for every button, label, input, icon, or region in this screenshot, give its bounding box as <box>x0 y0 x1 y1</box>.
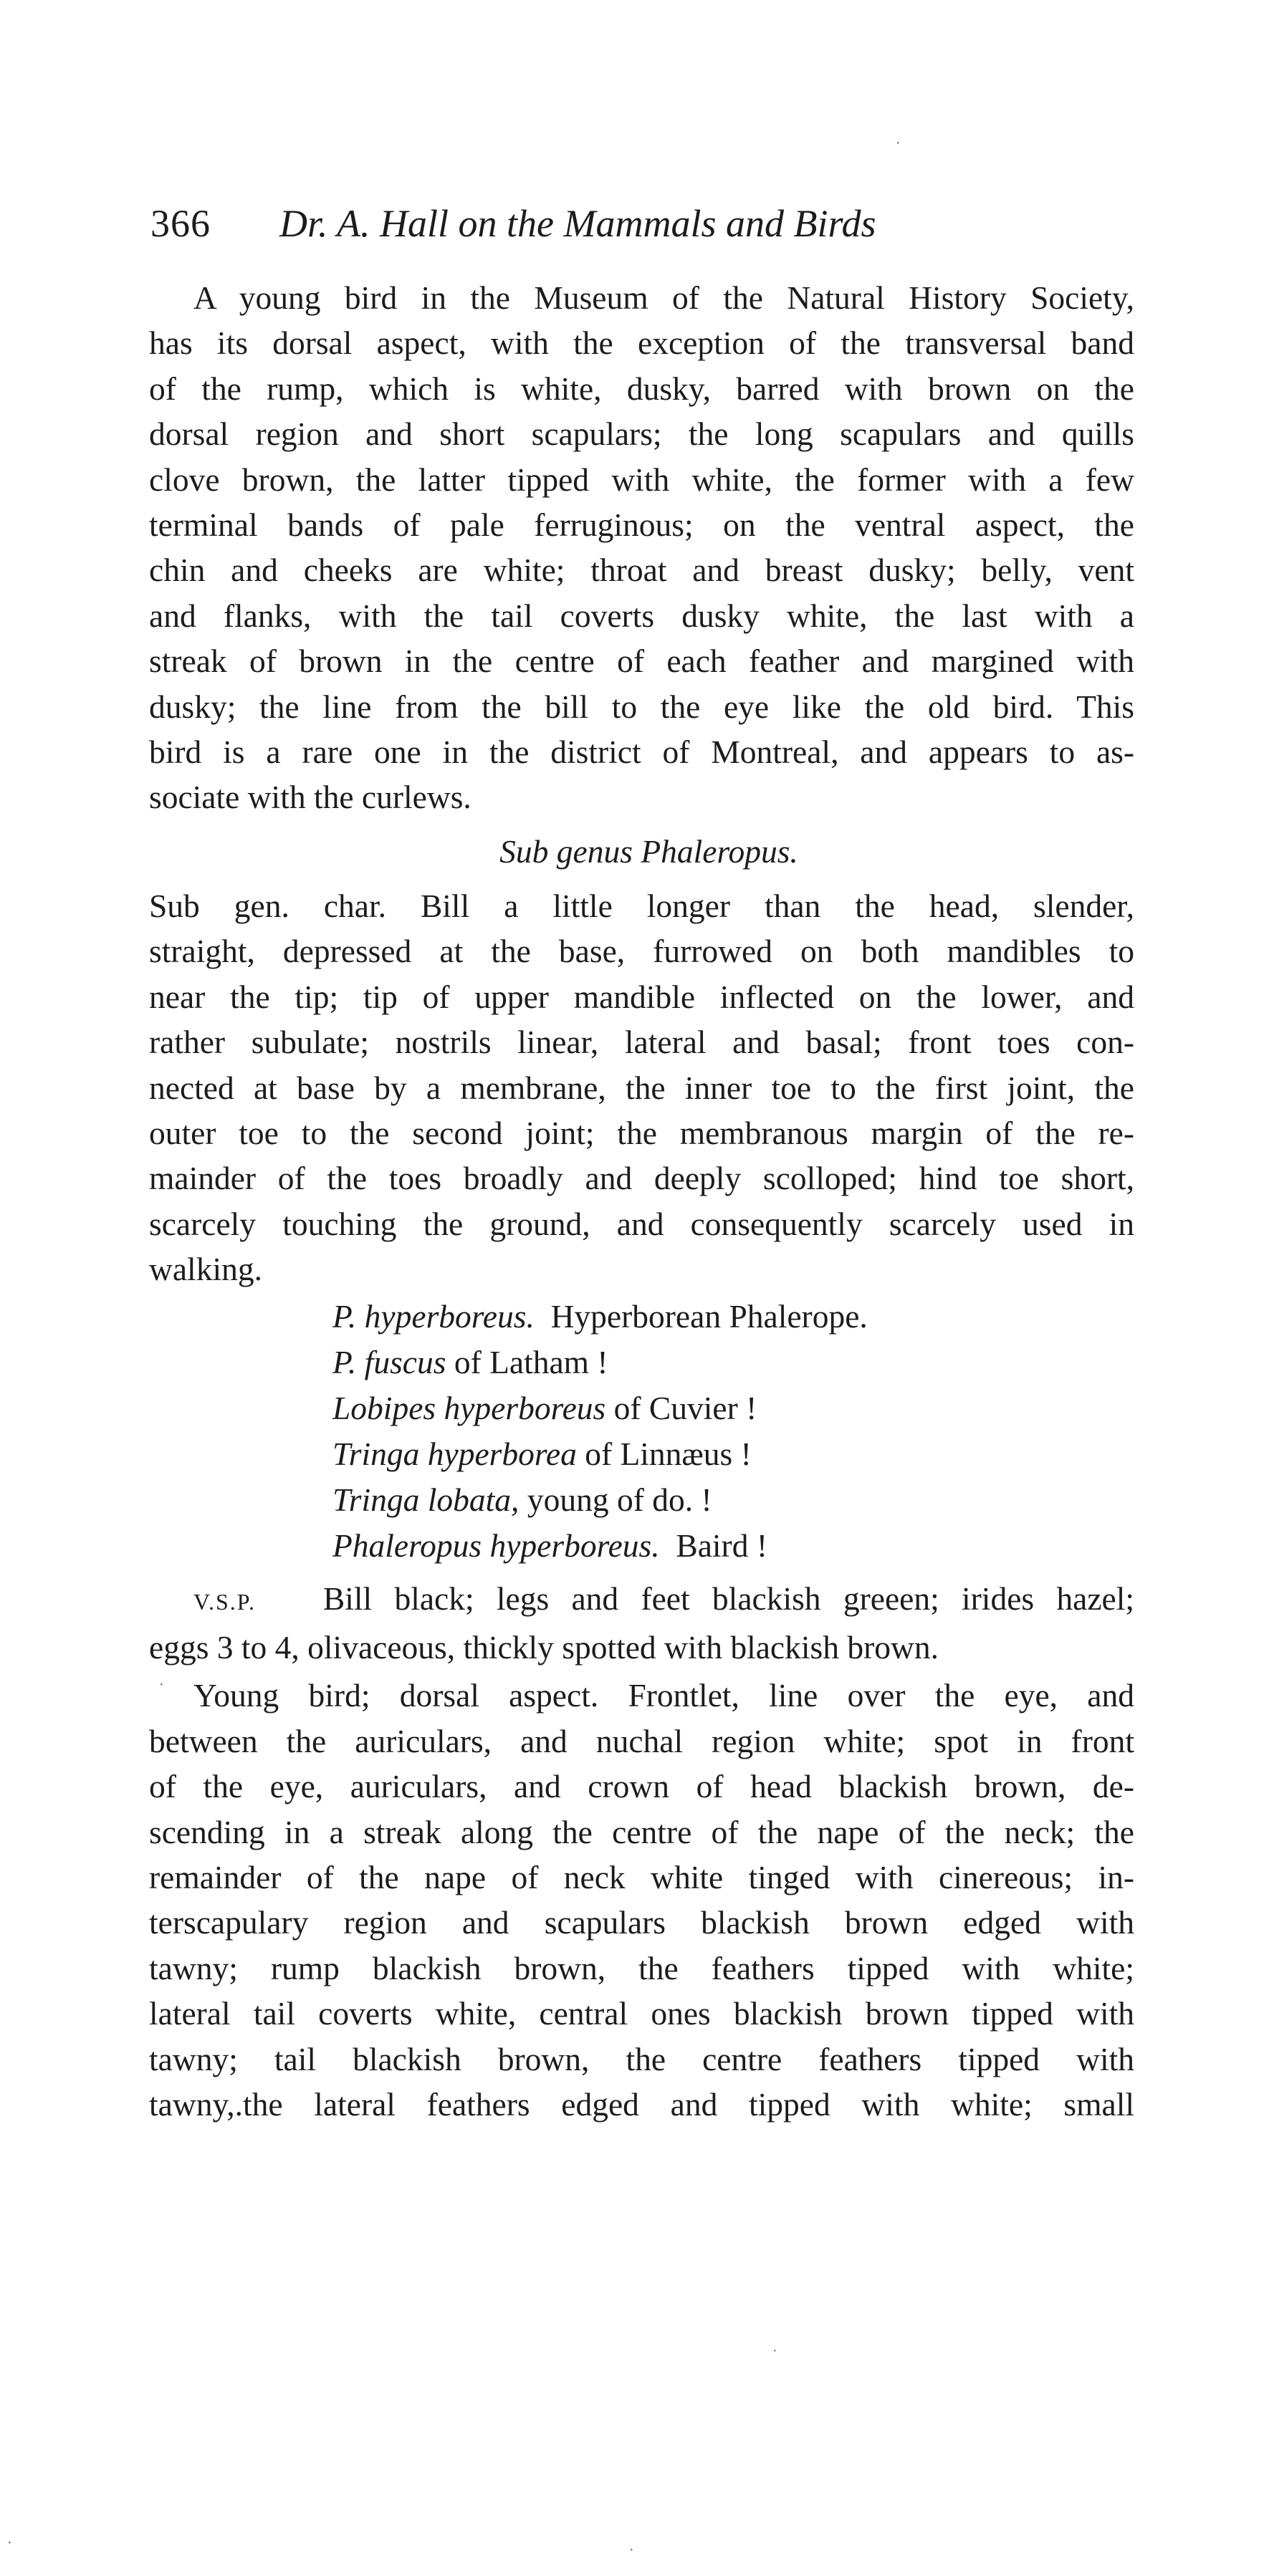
text-line: tawny; tail blackish brown, the centre feathers tipped with <box>149 2040 1134 2077</box>
text-line: rather subulate; nostrils linear, lateral and basal; front toes con- <box>149 1024 1134 1061</box>
vsp-first-line <box>256 1580 323 1617</box>
subgenus-heading: Sub genus Phaleropus. <box>499 832 798 870</box>
text-line: dusky; the line from the bill to the eye like the old bird. This <box>149 688 1134 725</box>
scan-speck: · <box>629 2542 634 2558</box>
text-line: sociate with the curlews. <box>149 779 471 816</box>
text-line: walking. <box>149 1251 262 1288</box>
text-line: dorsal region and short scapulars; the long scapulars and quills <box>149 415 1134 453</box>
text-line: of the eye, auriculars, and crown of head blackish brown, de- <box>149 1768 1134 1805</box>
paragraph-young-bird-dorsal <box>149 1673 1134 2127</box>
page-number: 366 <box>150 202 211 245</box>
scan-speck: · <box>7 2535 12 2551</box>
text-line: terminal bands of pale ferruginous; on the ventral aspect, the <box>149 506 1134 544</box>
text-line: Young bird; dorsal aspect. Frontlet, line over the eye, and <box>193 1677 1134 1714</box>
synonym-authority: of Cuvier ! <box>605 1389 757 1426</box>
text-line: straight, depressed at the base, furrowed on both mandibles to <box>149 933 1134 970</box>
text-line <box>149 1576 1134 1625</box>
synonym-authority: Hyperborean Phalerope. <box>534 1297 868 1335</box>
synonym-name: Tringa hyperborea <box>332 1435 577 1472</box>
synonym-entry <box>332 1523 1134 1569</box>
text-line: tawny; rump blackish brown, the feathers tipped with white; <box>149 1949 1134 1986</box>
running-title: Dr. A. Hall on the Mammals and Birds <box>279 202 876 245</box>
paragraph-subgenus-characters <box>149 883 1134 1292</box>
synonym-entry <box>332 1477 1134 1523</box>
synonym-authority: young of do. ! <box>519 1481 712 1518</box>
text-line: tawny,.the lateral feathers edged and tipped with white; small <box>149 2086 1134 2123</box>
synonym-entry <box>332 1294 1134 1340</box>
text-line: lateral tail coverts white, central ones blackish brown tipped with <box>149 1995 1134 2032</box>
page-header <box>150 195 1154 252</box>
text-line: chin and cheeks are white; throat and breast dusky; belly, vent <box>149 552 1134 589</box>
synonym-entry <box>332 1340 1134 1385</box>
synonym-name: Tringa lobata, <box>332 1481 520 1518</box>
text-line: streak of brown in the centre of each feather and margined with <box>149 643 1134 680</box>
paragraph-vsp-description <box>149 1576 1134 1671</box>
vsp-first-line-text: Bill black; legs and feet blackish greeen; irides hazel; <box>322 1580 1134 1617</box>
text-line: eggs 3 to 4, olivaceous, thickly spotted with blackish brown. <box>149 1628 939 1666</box>
text-line: clove brown, the latter tipped with white, the former with a few <box>149 461 1134 498</box>
synonym-name: Phaleropus hyperboreus. <box>332 1527 660 1564</box>
text-line: between the auriculars, and nuchal region white; spot in front <box>149 1722 1134 1759</box>
synonym-name: Lobipes hyperboreus <box>332 1389 606 1426</box>
text-line: remainder of the nape of neck white tinged with cinereous; in- <box>149 1858 1134 1895</box>
text-line: outer toe to the second joint; the membranous margin of the re- <box>149 1114 1134 1151</box>
text-line: nected at base by a membrane, the inner toe to the first joint, the <box>149 1069 1134 1106</box>
text-line: terscapulary region and scapulars blackish brown edged with <box>149 1904 1134 1941</box>
text-line: scarcely touching the ground, and consequently scarcely used in <box>149 1205 1134 1242</box>
synonymy-list <box>149 1294 1134 1569</box>
text-line: and flanks, with the tail coverts dusky white, the last with a <box>149 597 1134 634</box>
text-line: near the tip; tip of upper mandible inflected on the lower, and <box>149 978 1134 1015</box>
paragraph-young-bird-museum <box>149 275 1134 820</box>
text-line: scending in a streak along the centre of the nape of the neck; the <box>149 1813 1134 1850</box>
synonym-name: P. hyperboreus. <box>332 1297 535 1335</box>
synonym-authority: of Linnæus ! <box>576 1435 752 1472</box>
text-line: A young bird in the Museum of the Natural History Society, <box>193 279 1134 316</box>
synonym-authority: of Latham ! <box>446 1343 608 1380</box>
synonym-authority: Baird ! <box>659 1527 767 1564</box>
scan-speck: · <box>772 2343 777 2359</box>
text-line: bird is a rare one in the district of Montreal, and appears to as- <box>149 734 1134 771</box>
text-line: Sub gen. char. Bill a little longer than the head, slender, <box>149 887 1134 924</box>
body-text <box>149 275 1134 2127</box>
text-line: mainder of the toes broadly and deeply scolloped; hind toe short, <box>149 1160 1134 1197</box>
synonym-entry <box>332 1431 1134 1477</box>
synonym-entry <box>332 1385 1134 1431</box>
scan-speck: · <box>159 1677 164 1693</box>
vsp-label: V.S.P. <box>193 1588 257 1615</box>
text-line: has its dorsal aspect, with the exception of the transversal band <box>149 325 1134 362</box>
scan-speck: · <box>896 135 901 151</box>
text-line: of the rump, which is white, dusky, barred with brown on the <box>149 370 1134 407</box>
synonym-name: P. fuscus <box>332 1343 446 1380</box>
